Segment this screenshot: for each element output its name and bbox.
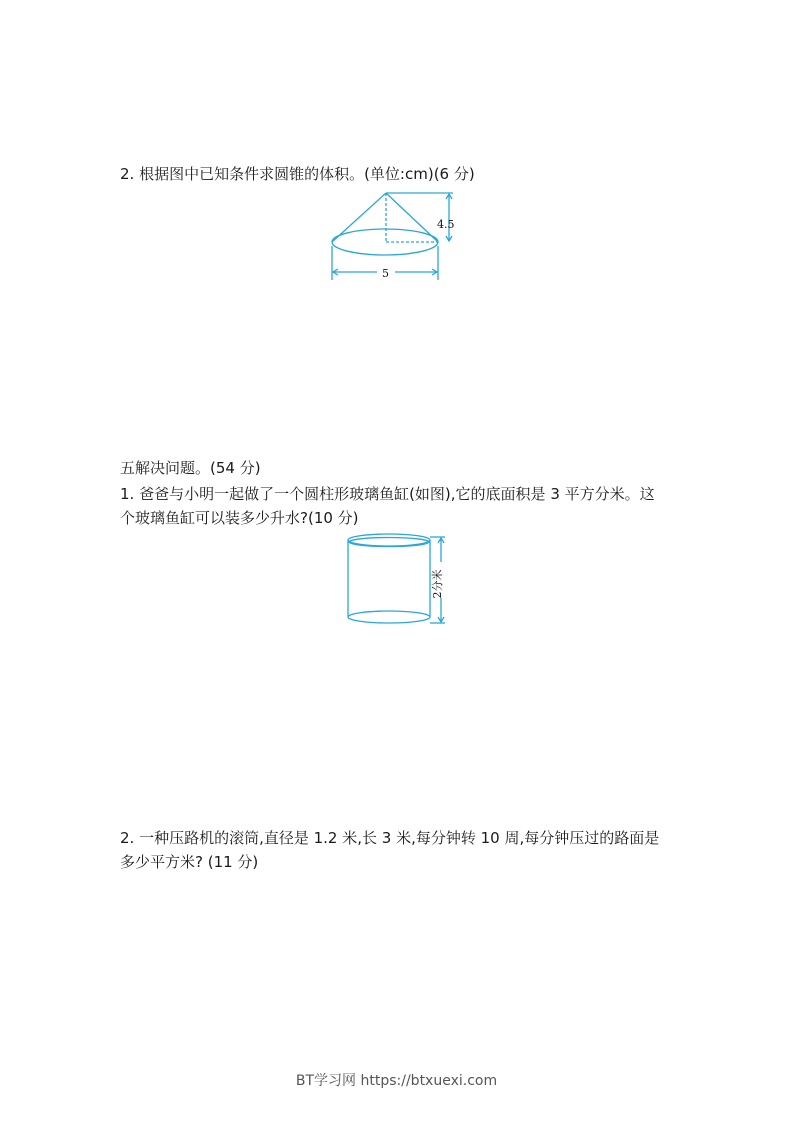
q2-text-line2: 多少平方米? (11 分) <box>120 853 259 871</box>
cone-left-edge <box>332 193 386 242</box>
cone-question: 2. 根据图中已知条件求圆锥的体积。(单位:cm)(6 分) <box>120 165 475 183</box>
footer-link[interactable]: BT学习网 https://btxuexi.com <box>295 1073 498 1089</box>
q1-text-line2: 个玻璃鱼缸可以装多少升水?(10 分) <box>120 509 359 527</box>
cylinder-top <box>348 534 430 546</box>
q1-text-line1: 1. 爸爸与小明一起做了一个圆柱形玻璃鱼缸(如图),它的底面积是 3 平方分米。这 <box>120 485 655 503</box>
cylinder-bottom <box>348 611 430 623</box>
cone-height-label: 4.5 <box>437 218 455 231</box>
cone-right-edge <box>386 193 438 242</box>
cone-diameter-label: 5 <box>382 267 389 280</box>
q2-text-line1: 2. 一种压路机的滚筒,直径是 1.2 米,长 3 米,每分钟转 10 周,每分钟压过的路面是 <box>120 829 660 847</box>
cylinder-height-label: 2分米 <box>431 569 444 599</box>
cone-figure <box>325 190 465 290</box>
section-heading: 五解决问题。(54 分) <box>120 459 261 477</box>
cylinder-figure <box>340 530 460 630</box>
